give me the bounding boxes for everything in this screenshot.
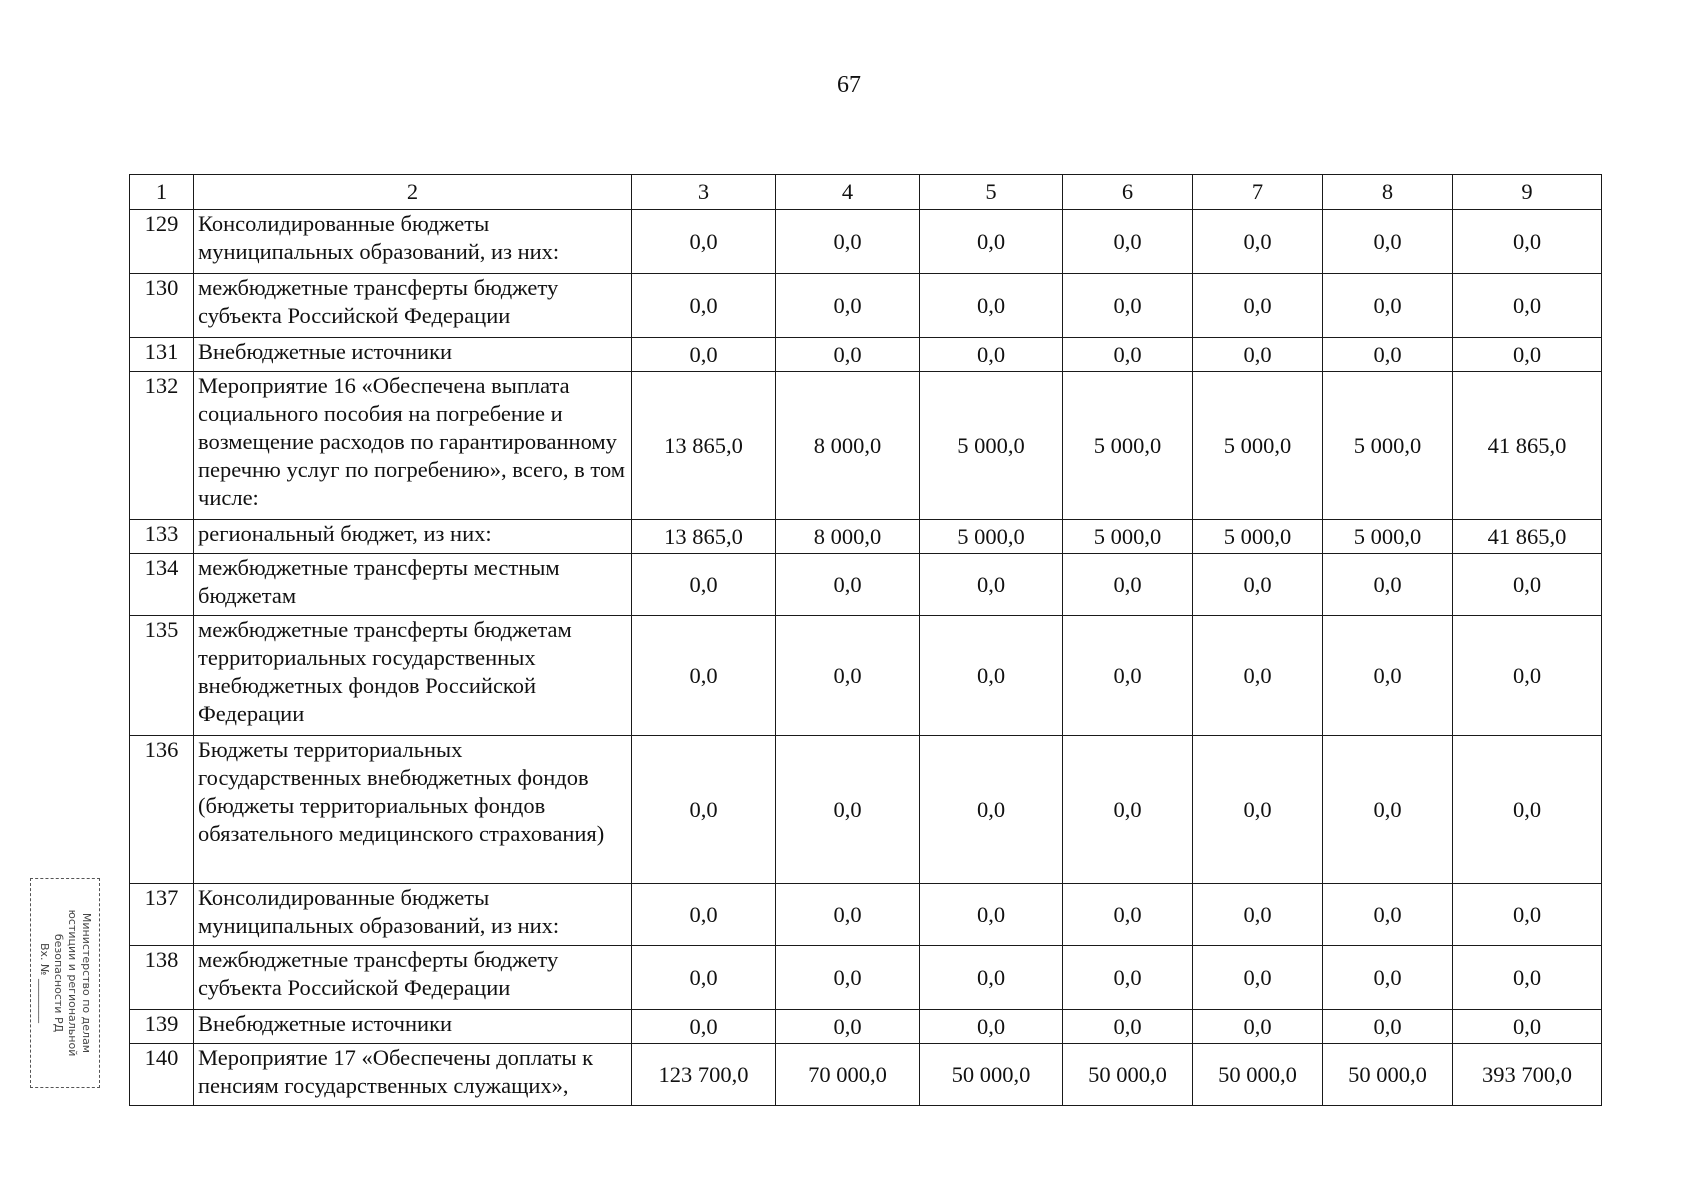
value-cell: 0,0 bbox=[776, 338, 920, 372]
header-cell: 3 bbox=[632, 175, 776, 210]
row-number: 130 bbox=[130, 274, 194, 338]
stamp-line: Министерство по делам bbox=[80, 912, 93, 1054]
value-cell: 0,0 bbox=[632, 1010, 776, 1044]
value-cell: 0,0 bbox=[1323, 884, 1453, 946]
value-cell: 0,0 bbox=[1323, 1010, 1453, 1044]
value-cell: 0,0 bbox=[776, 736, 920, 884]
table-row bbox=[130, 1010, 1602, 1044]
value-cell: 0,0 bbox=[776, 1010, 920, 1044]
value-cell: 0,0 bbox=[1193, 736, 1323, 884]
table-row bbox=[130, 210, 1602, 274]
value-cell: 0,0 bbox=[920, 946, 1063, 1010]
row-name: Внебюджетные источники bbox=[194, 338, 632, 372]
value-cell: 0,0 bbox=[1323, 274, 1453, 338]
value-cell: 0,0 bbox=[776, 616, 920, 736]
value-cell: 0,0 bbox=[1193, 1010, 1323, 1044]
row-name: региональный бюджет, из них: bbox=[194, 520, 632, 554]
row-name: межбюджетные трансферты бюджету субъекта Российской Федерации bbox=[194, 274, 632, 338]
value-cell: 5 000,0 bbox=[920, 372, 1063, 520]
value-cell: 0,0 bbox=[632, 338, 776, 372]
value-cell: 0,0 bbox=[1453, 946, 1602, 1010]
value-cell: 50 000,0 bbox=[1193, 1044, 1323, 1106]
row-name: межбюджетные трансферты бюджетам территориальных государственных внебюджетных фондов Российской Федерации bbox=[194, 616, 632, 736]
value-cell: 0,0 bbox=[1193, 884, 1323, 946]
row-number: 133 bbox=[130, 520, 194, 554]
value-cell: 5 000,0 bbox=[1323, 372, 1453, 520]
value-cell: 0,0 bbox=[1193, 274, 1323, 338]
table-header-row bbox=[130, 175, 1602, 210]
row-name: Внебюджетные источники bbox=[194, 1010, 632, 1044]
value-cell: 0,0 bbox=[632, 274, 776, 338]
table-row bbox=[130, 736, 1602, 884]
value-cell: 0,0 bbox=[920, 210, 1063, 274]
registration-stamp bbox=[30, 878, 100, 1088]
value-cell: 0,0 bbox=[1063, 554, 1193, 616]
header-cell: 8 bbox=[1323, 175, 1453, 210]
value-cell: 70 000,0 bbox=[776, 1044, 920, 1106]
value-cell: 0,0 bbox=[1193, 210, 1323, 274]
page-number: 67 bbox=[837, 72, 861, 98]
value-cell: 50 000,0 bbox=[1323, 1044, 1453, 1106]
row-number: 129 bbox=[130, 210, 194, 274]
value-cell: 0,0 bbox=[776, 554, 920, 616]
value-cell: 5 000,0 bbox=[1323, 520, 1453, 554]
row-name: Консолидированные бюджеты муниципальных образований, из них: bbox=[194, 210, 632, 274]
value-cell: 0,0 bbox=[1323, 554, 1453, 616]
value-cell: 0,0 bbox=[632, 884, 776, 946]
value-cell: 0,0 bbox=[1193, 554, 1323, 616]
value-cell: 0,0 bbox=[1323, 338, 1453, 372]
value-cell: 0,0 bbox=[776, 884, 920, 946]
value-cell: 0,0 bbox=[1453, 210, 1602, 274]
value-cell: 0,0 bbox=[1323, 736, 1453, 884]
value-cell: 0,0 bbox=[1323, 946, 1453, 1010]
value-cell: 0,0 bbox=[1453, 338, 1602, 372]
row-number: 137 bbox=[130, 884, 194, 946]
value-cell: 0,0 bbox=[632, 554, 776, 616]
value-cell: 0,0 bbox=[1063, 210, 1193, 274]
value-cell: 0,0 bbox=[1453, 736, 1602, 884]
value-cell: 0,0 bbox=[632, 210, 776, 274]
row-number: 136 bbox=[130, 736, 194, 884]
value-cell: 0,0 bbox=[776, 946, 920, 1010]
row-name: Бюджеты территориальных государственных внебюджетных фондов (бюджеты территориальных фондов обязательного медицинского страхования) bbox=[194, 736, 632, 884]
value-cell: 0,0 bbox=[920, 1010, 1063, 1044]
stamp-line: Вх. № ________ bbox=[38, 943, 51, 1023]
value-cell: 0,0 bbox=[776, 210, 920, 274]
value-cell: 123 700,0 bbox=[632, 1044, 776, 1106]
row-name: Мероприятие 17 «Обеспечены доплаты к пенсиям государственных служащих», bbox=[194, 1044, 632, 1106]
value-cell: 5 000,0 bbox=[1193, 372, 1323, 520]
value-cell: 5 000,0 bbox=[1063, 520, 1193, 554]
value-cell: 0,0 bbox=[1193, 338, 1323, 372]
table-row bbox=[130, 372, 1602, 520]
row-number: 139 bbox=[130, 1010, 194, 1044]
value-cell: 41 865,0 bbox=[1453, 372, 1602, 520]
row-number: 138 bbox=[130, 946, 194, 1010]
header-cell: 4 bbox=[776, 175, 920, 210]
value-cell: 0,0 bbox=[1063, 338, 1193, 372]
value-cell: 0,0 bbox=[920, 616, 1063, 736]
value-cell: 13 865,0 bbox=[632, 520, 776, 554]
row-name: межбюджетные трансферты бюджету субъекта Российской Федерации bbox=[194, 946, 632, 1010]
value-cell: 0,0 bbox=[632, 946, 776, 1010]
header-cell: 5 bbox=[920, 175, 1063, 210]
header-cell: 7 bbox=[1193, 175, 1323, 210]
value-cell: 5 000,0 bbox=[1063, 372, 1193, 520]
value-cell: 0,0 bbox=[1453, 616, 1602, 736]
stamp-line: юстиции и региональной bbox=[66, 909, 79, 1057]
stamp-text bbox=[37, 883, 93, 1083]
value-cell: 0,0 bbox=[1453, 274, 1602, 338]
value-cell: 0,0 bbox=[1063, 946, 1193, 1010]
value-cell: 0,0 bbox=[920, 274, 1063, 338]
table-row bbox=[130, 616, 1602, 736]
table-row bbox=[130, 554, 1602, 616]
table-row bbox=[130, 274, 1602, 338]
value-cell: 0,0 bbox=[1323, 616, 1453, 736]
row-number: 134 bbox=[130, 554, 194, 616]
value-cell: 0,0 bbox=[1063, 274, 1193, 338]
row-name: Консолидированные бюджеты муниципальных образований, из них: bbox=[194, 884, 632, 946]
value-cell: 50 000,0 bbox=[1063, 1044, 1193, 1106]
value-cell: 13 865,0 bbox=[632, 372, 776, 520]
table-row bbox=[130, 946, 1602, 1010]
row-number: 140 bbox=[130, 1044, 194, 1106]
value-cell: 0,0 bbox=[1453, 884, 1602, 946]
value-cell: 8 000,0 bbox=[776, 372, 920, 520]
row-number: 132 bbox=[130, 372, 194, 520]
row-name: межбюджетные трансферты местным бюджетам bbox=[194, 554, 632, 616]
value-cell: 0,0 bbox=[1063, 736, 1193, 884]
value-cell: 0,0 bbox=[920, 884, 1063, 946]
value-cell: 0,0 bbox=[776, 274, 920, 338]
value-cell: 0,0 bbox=[920, 338, 1063, 372]
value-cell: 50 000,0 bbox=[920, 1044, 1063, 1106]
header-cell: 9 bbox=[1453, 175, 1602, 210]
value-cell: 5 000,0 bbox=[1193, 520, 1323, 554]
row-number: 131 bbox=[130, 338, 194, 372]
value-cell: 5 000,0 bbox=[920, 520, 1063, 554]
header-cell: 2 bbox=[194, 175, 632, 210]
value-cell: 0,0 bbox=[1063, 884, 1193, 946]
value-cell: 0,0 bbox=[1063, 1010, 1193, 1044]
header-cell: 1 bbox=[130, 175, 194, 210]
value-cell: 0,0 bbox=[1453, 1010, 1602, 1044]
value-cell: 0,0 bbox=[632, 736, 776, 884]
row-number: 135 bbox=[130, 616, 194, 736]
table-row bbox=[130, 520, 1602, 554]
table-row bbox=[130, 1044, 1602, 1106]
header-cell: 6 bbox=[1063, 175, 1193, 210]
value-cell: 0,0 bbox=[1323, 210, 1453, 274]
value-cell: 0,0 bbox=[1453, 554, 1602, 616]
table-row bbox=[130, 338, 1602, 372]
value-cell: 0,0 bbox=[920, 554, 1063, 616]
table-row bbox=[130, 884, 1602, 946]
value-cell: 0,0 bbox=[920, 736, 1063, 884]
row-name: Мероприятие 16 «Обеспечена выплата социального пособия на погребение и возмещение расходов по гарантированному перечню услуг по погребению», всего, в том числе: bbox=[194, 372, 632, 520]
stamp-line: безопасности РД bbox=[52, 933, 65, 1033]
value-cell: 393 700,0 bbox=[1453, 1044, 1602, 1106]
budget-table bbox=[129, 174, 1602, 1106]
value-cell: 8 000,0 bbox=[776, 520, 920, 554]
value-cell: 0,0 bbox=[1193, 946, 1323, 1010]
value-cell: 0,0 bbox=[632, 616, 776, 736]
value-cell: 41 865,0 bbox=[1453, 520, 1602, 554]
value-cell: 0,0 bbox=[1063, 616, 1193, 736]
value-cell: 0,0 bbox=[1193, 616, 1323, 736]
